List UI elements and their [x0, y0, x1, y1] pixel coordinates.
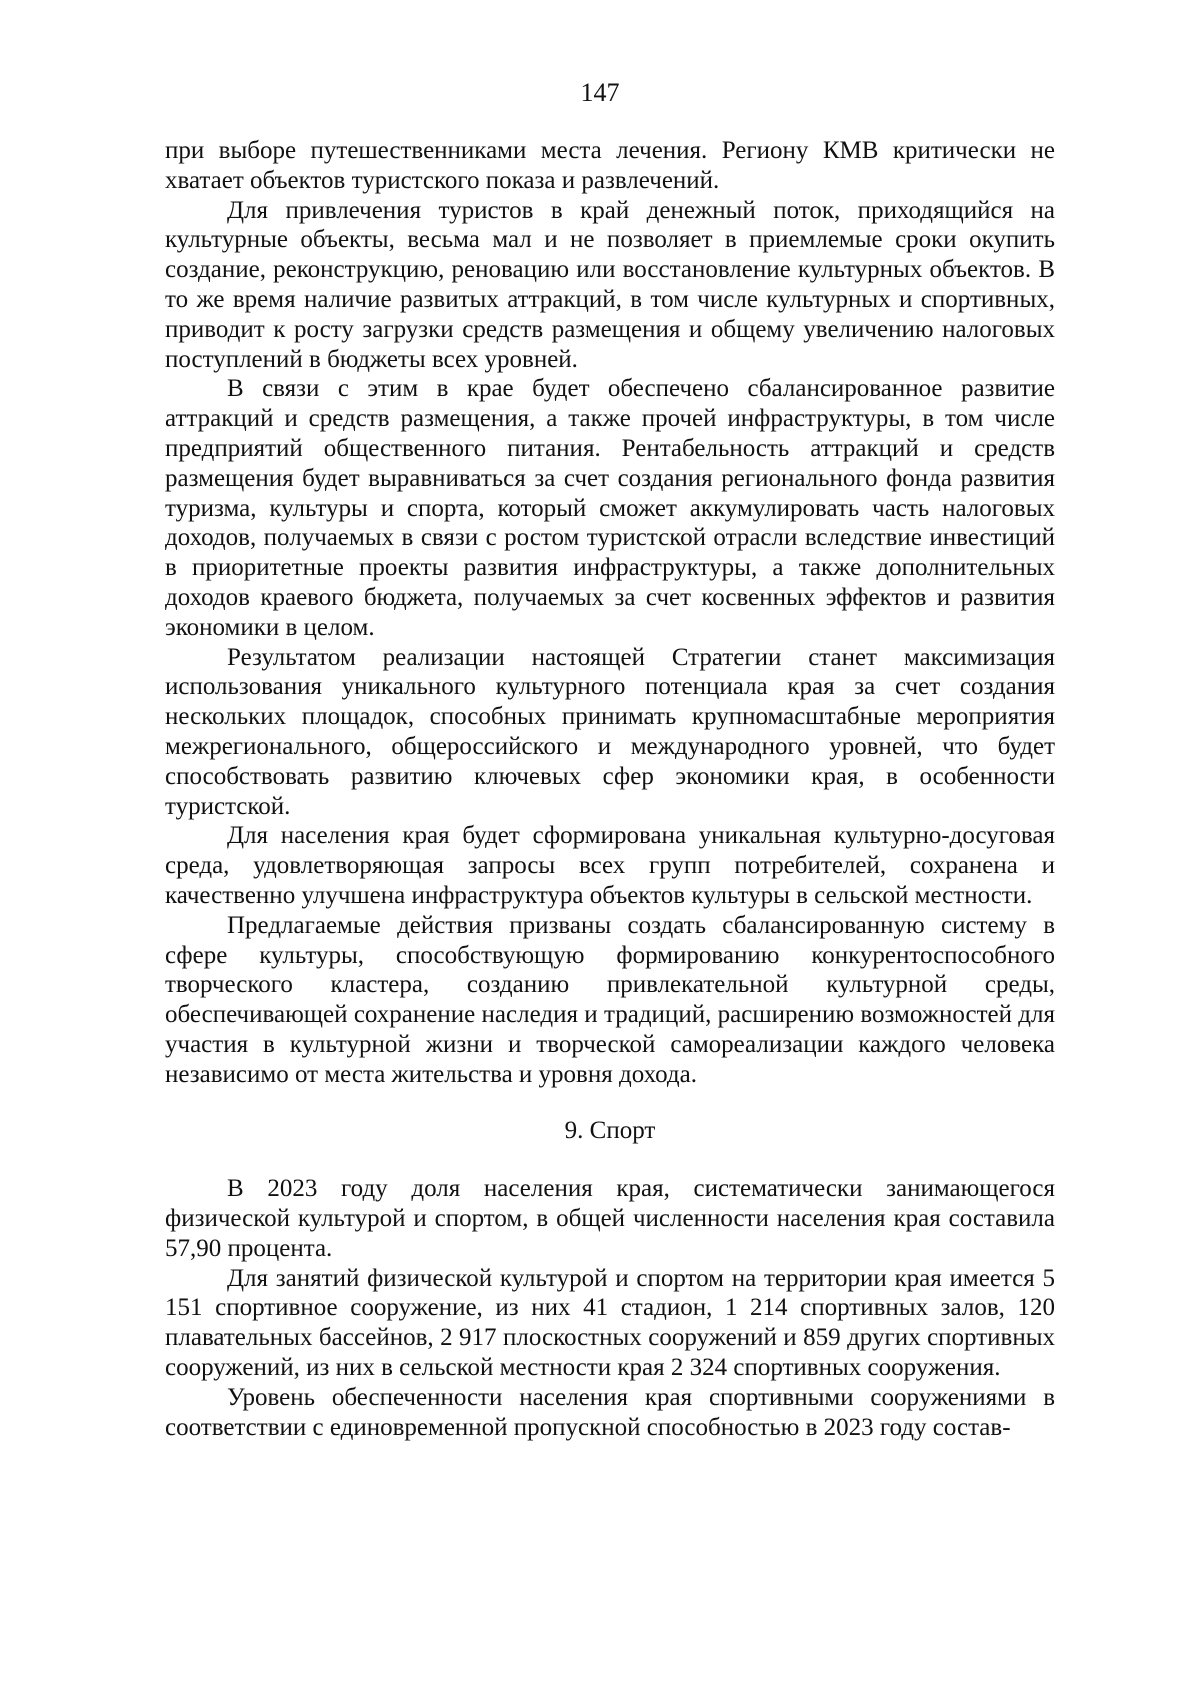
page-number: 147 [580, 78, 620, 107]
paragraph: Результатом реализации настоящей Стратегии станет максимизация использования уникального культурного потенциала края за счет создания нескольких площадок, способных принимать крупномасштабные мероприятия межрегионального, общероссийского и международного уровней, что будет способствовать развитию ключевых сфер экономики края, в особенности туристской. [165, 643, 1055, 820]
paragraph: В 2023 году доля населения края, систематически занимающегося физической культурой и спортом, в общей численности населения края составила 57,90 процента. [165, 1175, 1055, 1262]
section-heading: 9. Спорт [564, 1116, 656, 1144]
paragraph: Для занятий физической культурой и спортом на территории края имеется 5 151 спортивное сооружение, из них 41 стадион, 1 214 спортивных залов, 120 плавательных бассейнов, 2 917 плоскостных сооружений и 859 других спортивных сооружений, из них в сельской местности края 2 324 спортивных сооружения. [165, 1264, 1055, 1382]
paragraph: В связи с этим в крае будет обеспечено сбалансированное развитие аттракций и средств размещения, а также прочей инфраструктуры, в том числе предприятий общественного питания. Рентабельность аттракций и средств размещения будет выравниваться за счет создания регионального фонда развития туризма, культуры и спорта, который сможет аккумулировать часть налоговых доходов, получаемых в связи с ростом туристской отрасли вследствие инвестиций в приоритетные проекты развития инфраструктуры, а также дополнительных доходов краевого бюджета, получаемых за счет косвенных эффектов и развития экономики в целом. [165, 375, 1055, 641]
paragraph: Для населения края будет сформирована уникальная культурно-досуговая среда, удовлетворяющая запросы всех групп потребителей, сохранена и качественно улучшена инфраструктура объектов культуры в сельской местности. [165, 822, 1055, 909]
paragraph: при выборе путешественниками места лечения. Региону КМВ критически не хватает объектов туристского показа и развлечений. [165, 137, 1055, 194]
paragraph: Предлагаемые действия призваны создать сбалансированную систему в сфере культуры, способствующую формированию конкурентоспособного творческого кластера, созданию привлекательной культурной среды, обеспечивающей сохранение наследия и традиций, расширению возможностей для участия в культурной жизни и творческой самореализации каждого человека независимо от места жительства и уровня дохода. [165, 911, 1055, 1088]
body-text [165, 136, 1055, 1442]
paragraph: Для привлечения туристов в край денежный поток, приходящийся на культурные объекты, весьма мал и не позволяет в приемлемые сроки окупить создание, реконструкцию, реновацию или восстановление культурных объектов. В то же время наличие развитых аттракций, в том числе культурных и спортивных, приводит к росту загрузки средств размещения и общему увеличению налоговых поступлений в бюджеты всех уровней. [165, 196, 1055, 373]
paragraph: Уровень обеспеченности населения края спортивными сооружениями в соответствии с единовременной пропускной способностью в 2023 году состав- [165, 1383, 1055, 1441]
